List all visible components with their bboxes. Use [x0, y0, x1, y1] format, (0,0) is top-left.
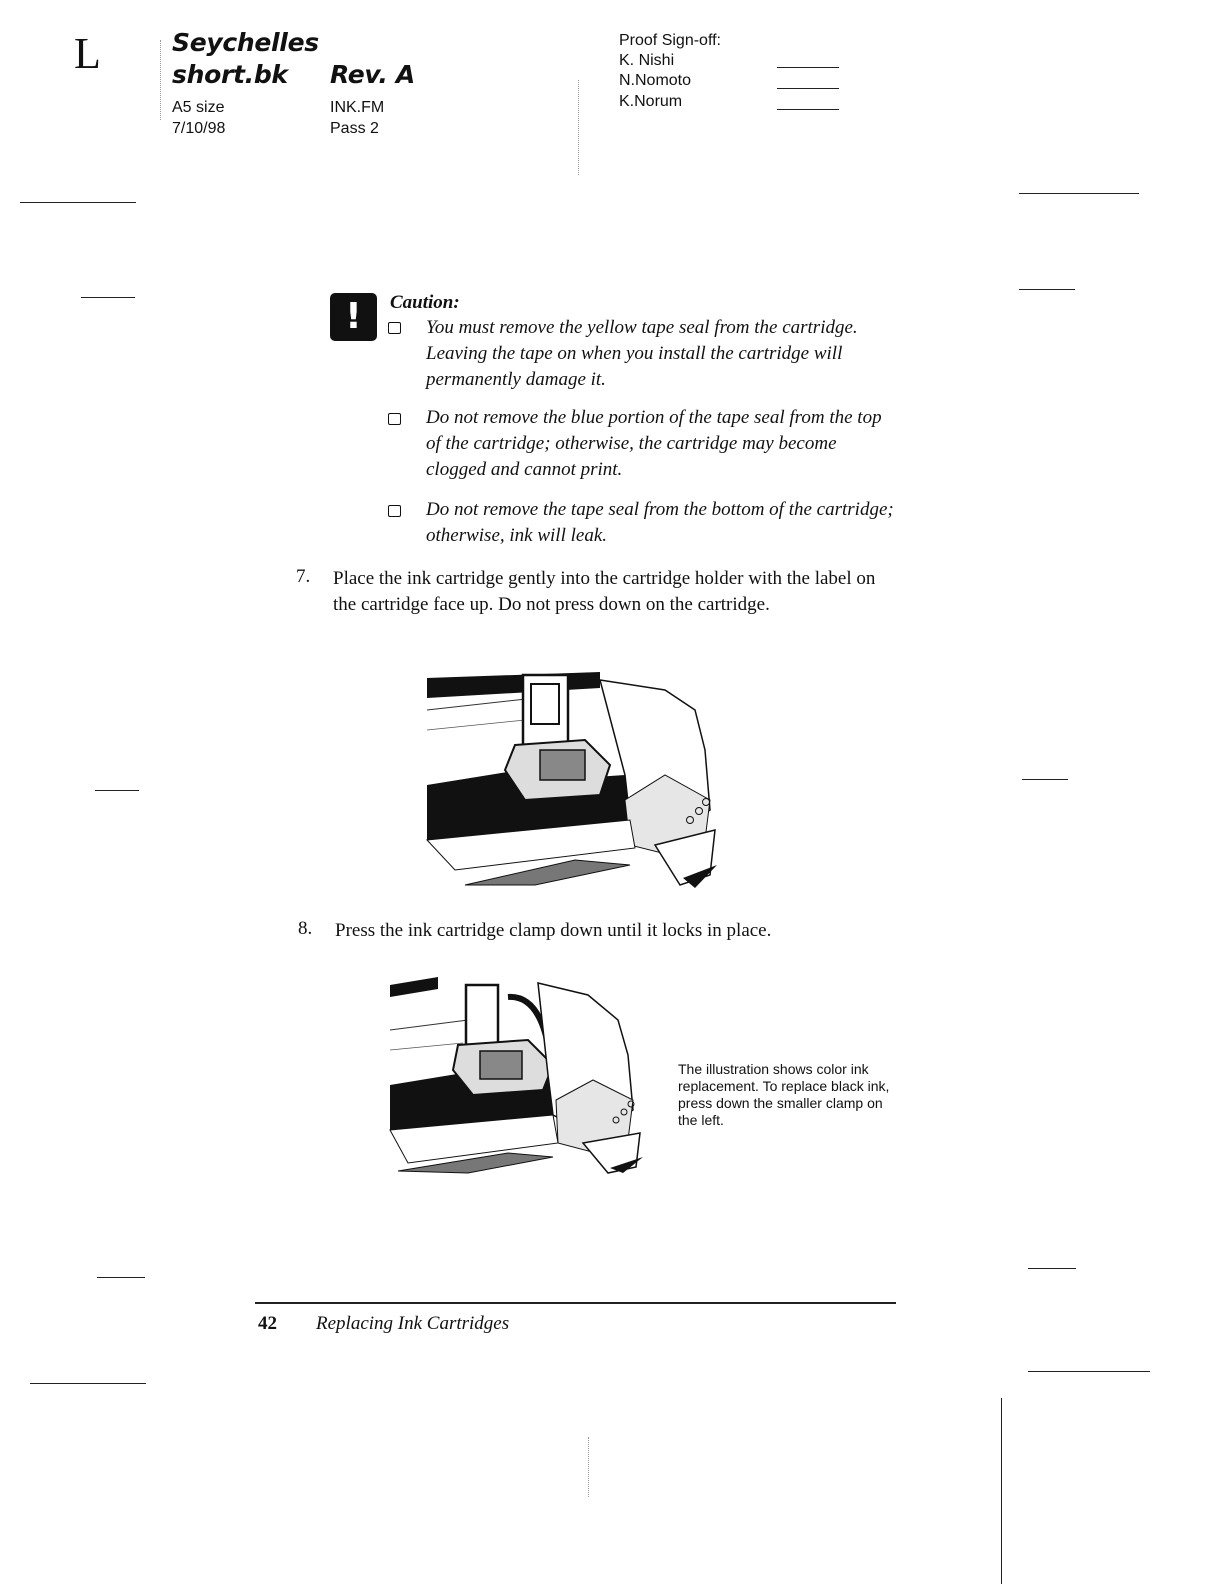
page-number: 42: [258, 1313, 277, 1334]
printer-clamp-press-illustration: [388, 975, 646, 1175]
checkbox-bullet-icon: [388, 322, 401, 334]
step-text: Press the ink cartridge clamp down until it locks in place.: [335, 920, 772, 941]
caution-item-3: Do not remove the tape seal from the bottom of the cartridge; otherwise, ink will leak.: [426, 499, 894, 546]
step-number: 7.: [296, 566, 311, 587]
signoff-line-1: [777, 67, 839, 68]
caution-item-1: You must remove the yellow tape seal from the cartridge. Leaving the tape on when you install the cartridge will permanently damage it.: [426, 317, 858, 390]
crop-mark: [1028, 1268, 1076, 1269]
signoff-line-3: [777, 109, 839, 110]
corner-letter: L: [74, 29, 101, 78]
revision-date: 7/10/98: [172, 120, 226, 137]
crop-mark: [1022, 779, 1068, 780]
crop-mark: [95, 790, 139, 791]
page-size: A5 size: [172, 99, 225, 116]
step-number: 8.: [298, 918, 313, 939]
crop-mark: [1028, 1371, 1150, 1372]
document-title: Seychelles: [172, 28, 319, 57]
crop-mark: [97, 1277, 145, 1278]
proof-name-1: K. Nishi: [619, 52, 675, 69]
file-name: INK.FM: [330, 99, 385, 116]
crop-mark: [20, 202, 136, 203]
crop-mark: [81, 297, 135, 298]
printer-cartridge-insert-illustration: [425, 670, 725, 890]
step-text: Place the ink cartridge gently into the cartridge holder with the label on the cartridge face up. Do not press down on the cartridge.: [333, 568, 876, 615]
checkbox-bullet-icon: [388, 505, 401, 517]
caution-title: Caution:: [390, 292, 460, 313]
signoff-line-2: [777, 88, 839, 89]
footer-rule: [255, 1302, 896, 1304]
caution-item-2: Do not remove the blue portion of the tape seal from the top of the cartridge; otherwise, the cartridge may become clogged and cannot print.: [426, 407, 882, 480]
proof-signoff-label: Proof Sign-off:: [619, 32, 721, 49]
crop-mark: [1019, 289, 1075, 290]
revision-label: Rev. A: [330, 60, 415, 89]
section-title: Replacing Ink Cartridges: [316, 1313, 510, 1334]
vertical-crop-mark: [1001, 1398, 1002, 1584]
proof-name-3: K.Norum: [619, 93, 683, 110]
proof-name-2: N.Nomoto: [619, 72, 692, 89]
header-divider-center: [578, 80, 579, 175]
crop-mark: [30, 1383, 146, 1384]
checkbox-bullet-icon: [388, 413, 401, 425]
crop-mark: [1019, 193, 1139, 194]
pass-label: Pass 2: [330, 120, 379, 137]
header-divider-left: [160, 40, 161, 120]
book-name: short.bk: [172, 60, 288, 89]
illustration-note: The illustration shows color ink replacement. To replace black ink, press down the smaller clamp on the left.: [678, 1061, 890, 1128]
caution-icon: !: [330, 293, 377, 341]
bottom-center-mark: [588, 1437, 589, 1497]
